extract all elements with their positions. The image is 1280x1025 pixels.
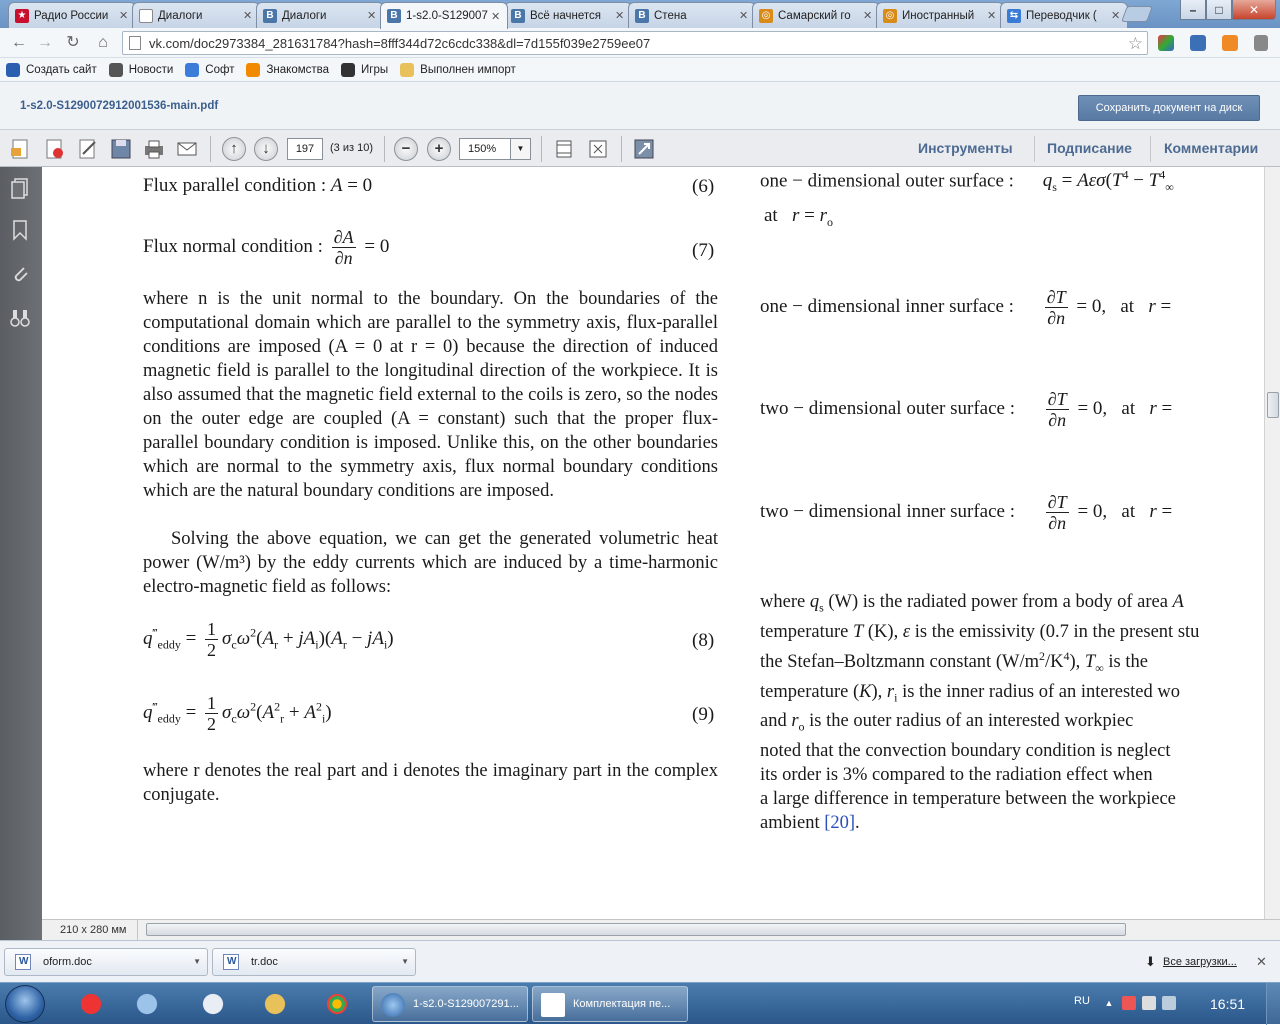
browser-tab[interactable] <box>132 2 260 28</box>
language-indicator[interactable]: RU <box>1074 995 1090 1007</box>
tab-label: Радио России <box>34 9 109 22</box>
paragraph: Solving the above equation, we can get the generated volumetric heat power (W/m³) by the eddy currents which are induced by a time-harmonic electro-magnetic field as follows: <box>143 529 718 597</box>
minimize-button[interactable]: – <box>1180 0 1206 20</box>
boundary-condition-1-location: at $r = r_o$ <box>764 205 833 229</box>
fit-width-icon[interactable] <box>587 138 609 160</box>
next-page-button[interactable]: ↓ <box>254 137 278 161</box>
zoom-out-button[interactable]: − <box>394 137 418 161</box>
tab-label: Самарский го <box>778 9 851 22</box>
word-document-icon <box>15 954 31 970</box>
extension-icon[interactable] <box>1158 35 1174 51</box>
browser-tab[interactable] <box>1000 2 1128 28</box>
maximize-button[interactable]: □ <box>1206 0 1232 20</box>
tray-expand-icon[interactable]: ▲ <box>1104 998 1114 1008</box>
word-icon <box>541 993 565 1017</box>
equation-label: Flux normal condition : <box>143 235 328 257</box>
bookmark-favicon-icon <box>6 63 20 77</box>
create-pdf-icon[interactable] <box>10 138 32 160</box>
tools-link[interactable]: Инструменты <box>918 140 1013 156</box>
downloads-shelf <box>0 940 1280 982</box>
boundary-condition-2: one − dimensional inner surface : $\frac{\partial T}{\partial n}$ = 0, at r = <box>760 287 1172 328</box>
paragraph: where n is the unit normal to the boundary. On the boundaries of the computational domain which are parallel to the symmetry axis, flux-parallel conditions are imposed (A = 0 at r = 0) because the direction of induced magnetic field is parallel to the longitudinal direction of the workpiece. It is also assumed that the magnetic field external to the coils is zero, so the nodes on the outer edge are coupled (A = constant) such that the proper flux-parallel boundary condition is imposed. Unlike this, on the other boundaries which are normal to the symmetry axis, flux normal boundary conditions which are the natural boundary conditions are imposed. <box>143 289 718 501</box>
horizontal-scrollbar[interactable] <box>42 919 1280 940</box>
zoom-select[interactable] <box>459 138 531 160</box>
browser-toolbar <box>0 28 1280 58</box>
bookmark-item[interactable] <box>185 63 234 77</box>
tab-favicon-icon: В <box>635 9 649 23</box>
bookmark-star-icon[interactable]: ☆ <box>1127 34 1143 53</box>
browser-tab[interactable] <box>752 2 880 28</box>
tab-favicon-icon: ⇆ <box>1007 9 1021 23</box>
save-document-button[interactable]: Сохранить документ на диск <box>1078 95 1260 121</box>
system-tray <box>1102 996 1176 1010</box>
document-filename: 1-s2.0-S1290072912001536-main.pdf <box>20 100 219 112</box>
yandex-icon[interactable] <box>64 986 118 1022</box>
bookmark-item[interactable] <box>109 63 174 77</box>
close-tab-icon[interactable]: ✕ <box>243 10 253 22</box>
pdf-navigation-panel <box>0 167 42 940</box>
taskbar-app-word[interactable]: Комплектация пе... <box>532 986 688 1022</box>
download-item[interactable] <box>4 948 208 976</box>
bookmark-favicon-icon <box>246 63 260 77</box>
close-icon[interactable]: ✕ <box>1256 954 1267 969</box>
download-filename: tr.doc <box>251 956 278 968</box>
bookmark-label: Софт <box>205 63 235 76</box>
tab-favicon-icon: В <box>263 9 277 23</box>
download-arrow-icon: ⬇ <box>1145 954 1156 969</box>
sign-link[interactable]: Подписание <box>1047 140 1132 156</box>
paragraph: where r denotes the real part and i denotes the imaginary part in the complex conjugate. <box>143 761 718 805</box>
edit-pdf-icon[interactable] <box>44 138 66 160</box>
bc-label: one − dimensional inner surface : <box>760 295 1014 317</box>
boundary-condition-1: one − dimensional outer surface : $q_s = A\varepsilon\sigma(T^4 - T^4_\infty$ <box>760 168 1174 195</box>
fit-page-icon[interactable] <box>553 138 575 160</box>
bookmark-item[interactable] <box>6 63 97 77</box>
bookmark-favicon-icon <box>109 63 123 77</box>
close-tab-icon[interactable]: ✕ <box>987 10 997 22</box>
bc-label: two − dimensional inner surface : <box>760 500 1016 522</box>
binoculars-icon[interactable] <box>9 307 31 329</box>
tab-label: Стена <box>654 9 687 22</box>
document-header <box>0 82 1280 130</box>
browser-tab[interactable] <box>380 2 508 29</box>
scrollbar-thumb[interactable] <box>1267 392 1279 418</box>
tab-label: Всё начнется <box>530 9 601 22</box>
bookmarks-bar <box>0 58 1280 82</box>
tab-label: Диалоги <box>158 9 203 22</box>
pdf-page <box>42 167 1264 919</box>
zoom-value: 150% <box>468 143 497 155</box>
attachment-icon[interactable] <box>9 263 31 285</box>
zoom-in-button[interactable]: + <box>427 137 451 161</box>
reload-button[interactable]: ↻ <box>66 34 80 51</box>
chrome-icon[interactable] <box>310 986 364 1022</box>
close-tab-icon[interactable]: ✕ <box>491 10 501 23</box>
sign-icon[interactable] <box>77 138 99 160</box>
word-document-icon <box>223 954 239 970</box>
equation-number: (9) <box>692 704 715 725</box>
chevron-down-icon[interactable]: ▼ <box>401 957 409 966</box>
page-number-input[interactable]: 197 <box>287 138 323 160</box>
tab-favicon-icon: ★ <box>15 9 29 23</box>
equation-number: (7) <box>692 240 715 261</box>
boundary-condition-3: two − dimensional outer surface : $\frac{\partial T}{\partial n}$ = 0, at r = <box>760 389 1173 430</box>
chevron-down-icon[interactable]: ▼ <box>510 139 530 159</box>
tab-favicon-icon: В <box>387 9 401 23</box>
boundary-condition-4: two − dimensional inner surface : $\frac{\partial T}{\partial n}$ = 0, at r = <box>760 492 1173 533</box>
bookmark-favicon-icon <box>400 63 414 77</box>
address-bar[interactable] <box>122 31 1148 55</box>
extension-icon[interactable] <box>1190 35 1206 51</box>
page-count: (3 из 10) <box>330 142 373 154</box>
browser-tab[interactable] <box>256 2 384 28</box>
fullscreen-icon[interactable] <box>633 138 655 160</box>
start-button[interactable] <box>5 985 45 1023</box>
print-icon[interactable] <box>143 138 165 160</box>
save-icon[interactable] <box>110 138 132 160</box>
equation-9: $q^‴_{eddy}$ = $\frac{1}{2}$ $\sigma_c\omega^2(A^2_r + A^2_i)$ <box>143 693 332 734</box>
tab-label: Переводчик ( <box>1026 9 1097 22</box>
back-button[interactable]: ← <box>11 34 27 51</box>
close-tab-icon[interactable]: ✕ <box>1111 10 1121 22</box>
tab-label: Иностранный <box>902 9 975 22</box>
media-player-icon[interactable] <box>120 986 174 1022</box>
download-filename: oform.doc <box>43 956 92 968</box>
close-tab-icon[interactable]: ✕ <box>367 10 377 22</box>
folder-icon[interactable] <box>248 986 302 1022</box>
wrench-icon[interactable] <box>1254 35 1268 51</box>
clock[interactable]: 16:51 <box>1210 996 1246 1012</box>
paragraph: where $q_s$ (W) is the radiated power from a body of area A temperature T (K), ε is the emissivity (0.7 in the present stu the Stefan–Boltzmann constant $(W/m^2/K^4)$, $T_\infty$ is the temperature (K), $r_i$ is the inner radius of an interested wo and $r_o$ is the outer radius of an interested workpiec noted that the convection boundary condition is neglect its order is 3% compared to the radiation effect when a large difference in temperature between the workpiece ambient [20]. <box>760 592 1200 833</box>
close-tab-icon[interactable]: ✕ <box>119 10 129 22</box>
bookmark-item[interactable] <box>246 63 329 77</box>
browser-tab[interactable] <box>8 2 136 28</box>
pages-icon[interactable] <box>9 177 31 199</box>
browser-tab[interactable] <box>876 2 1004 28</box>
scrollbar-thumb[interactable] <box>146 923 1126 936</box>
download-item[interactable] <box>212 948 416 976</box>
bookmark-label: Игры <box>361 63 389 76</box>
show-desktop-button[interactable] <box>1266 983 1280 1025</box>
windows-taskbar <box>0 982 1280 1024</box>
volume-icon[interactable] <box>1162 996 1176 1010</box>
page-icon <box>129 36 141 50</box>
previous-page-button[interactable]: ↑ <box>222 137 246 161</box>
close-tab-icon[interactable]: ✕ <box>863 10 873 22</box>
forward-button[interactable]: → <box>37 34 53 51</box>
app-icon[interactable] <box>186 986 240 1022</box>
bookmark-favicon-icon <box>341 63 355 77</box>
pdf-toolbar <box>0 130 1280 167</box>
bookmark-label: Новости <box>128 63 174 76</box>
chrome-icon <box>381 993 405 1017</box>
bookmark-favicon-icon <box>185 63 199 77</box>
bookmark-label: Выполнен импорт <box>420 63 516 76</box>
home-icon[interactable]: ⌂ <box>98 34 108 51</box>
vertical-scrollbar[interactable] <box>1264 167 1280 919</box>
network-icon[interactable] <box>1142 996 1156 1010</box>
flag-icon[interactable] <box>1122 996 1136 1010</box>
close-tab-icon[interactable]: ✕ <box>739 10 749 22</box>
browser-tab[interactable] <box>628 2 756 28</box>
bookmark-item[interactable] <box>400 63 516 77</box>
tab-favicon-icon: ◎ <box>759 9 773 23</box>
browser-tab-strip <box>0 0 1280 28</box>
email-icon[interactable] <box>176 138 198 160</box>
close-window-button[interactable]: ✕ <box>1232 0 1276 20</box>
bc-label: one − dimensional outer surface : <box>760 170 1014 192</box>
rss-icon[interactable] <box>1222 35 1238 51</box>
tab-favicon-icon: ◎ <box>883 9 897 23</box>
comments-link[interactable]: Комментарии <box>1164 140 1259 156</box>
url-text: vk.com/doc2973384_281631784?hash=8fff344d72c6cdc338&dl=7d155f039e2759ee07 <box>149 35 651 51</box>
new-tab-button[interactable] <box>1121 6 1153 22</box>
bookmark-item[interactable] <box>341 63 388 77</box>
bc-label: two − dimensional outer surface : <box>760 397 1016 419</box>
tab-favicon-icon <box>139 9 153 23</box>
equation-number: (8) <box>692 630 715 651</box>
bookmark-label: Создать сайт <box>26 63 97 76</box>
equation-7: Flux normal condition : $\frac{\partial A}{\partial n}$ = 0 <box>143 227 390 268</box>
equation-8: $q^‴_{eddy}$ = $\frac{1}{2}$ $\sigma_c\omega^2(A_r + jA_i)(A_r - jA_i)$ <box>143 619 394 660</box>
browser-tab[interactable] <box>504 2 632 28</box>
tab-label: Диалоги <box>282 9 327 22</box>
tab-label: 1-s2.0-S129007 <box>406 10 488 22</box>
all-downloads-link[interactable]: Все загрузки... <box>1163 956 1237 968</box>
taskbar-app-chrome[interactable]: 1-s2.0-S129007291... <box>372 986 528 1022</box>
bookmark-label: Знакомства <box>266 63 330 76</box>
tab-favicon-icon: В <box>511 9 525 23</box>
equation-6: Flux parallel condition : A = 0 <box>143 175 373 196</box>
close-tab-icon[interactable]: ✕ <box>615 10 625 22</box>
equation-number: (6) <box>692 176 715 197</box>
chevron-down-icon[interactable]: ▼ <box>193 957 201 966</box>
equation-label: Flux parallel condition : <box>143 175 331 196</box>
citation-link[interactable]: [20] <box>824 812 856 833</box>
page-size-label: 210 x 280 мм <box>42 920 138 940</box>
bookmark-icon[interactable] <box>9 219 31 241</box>
